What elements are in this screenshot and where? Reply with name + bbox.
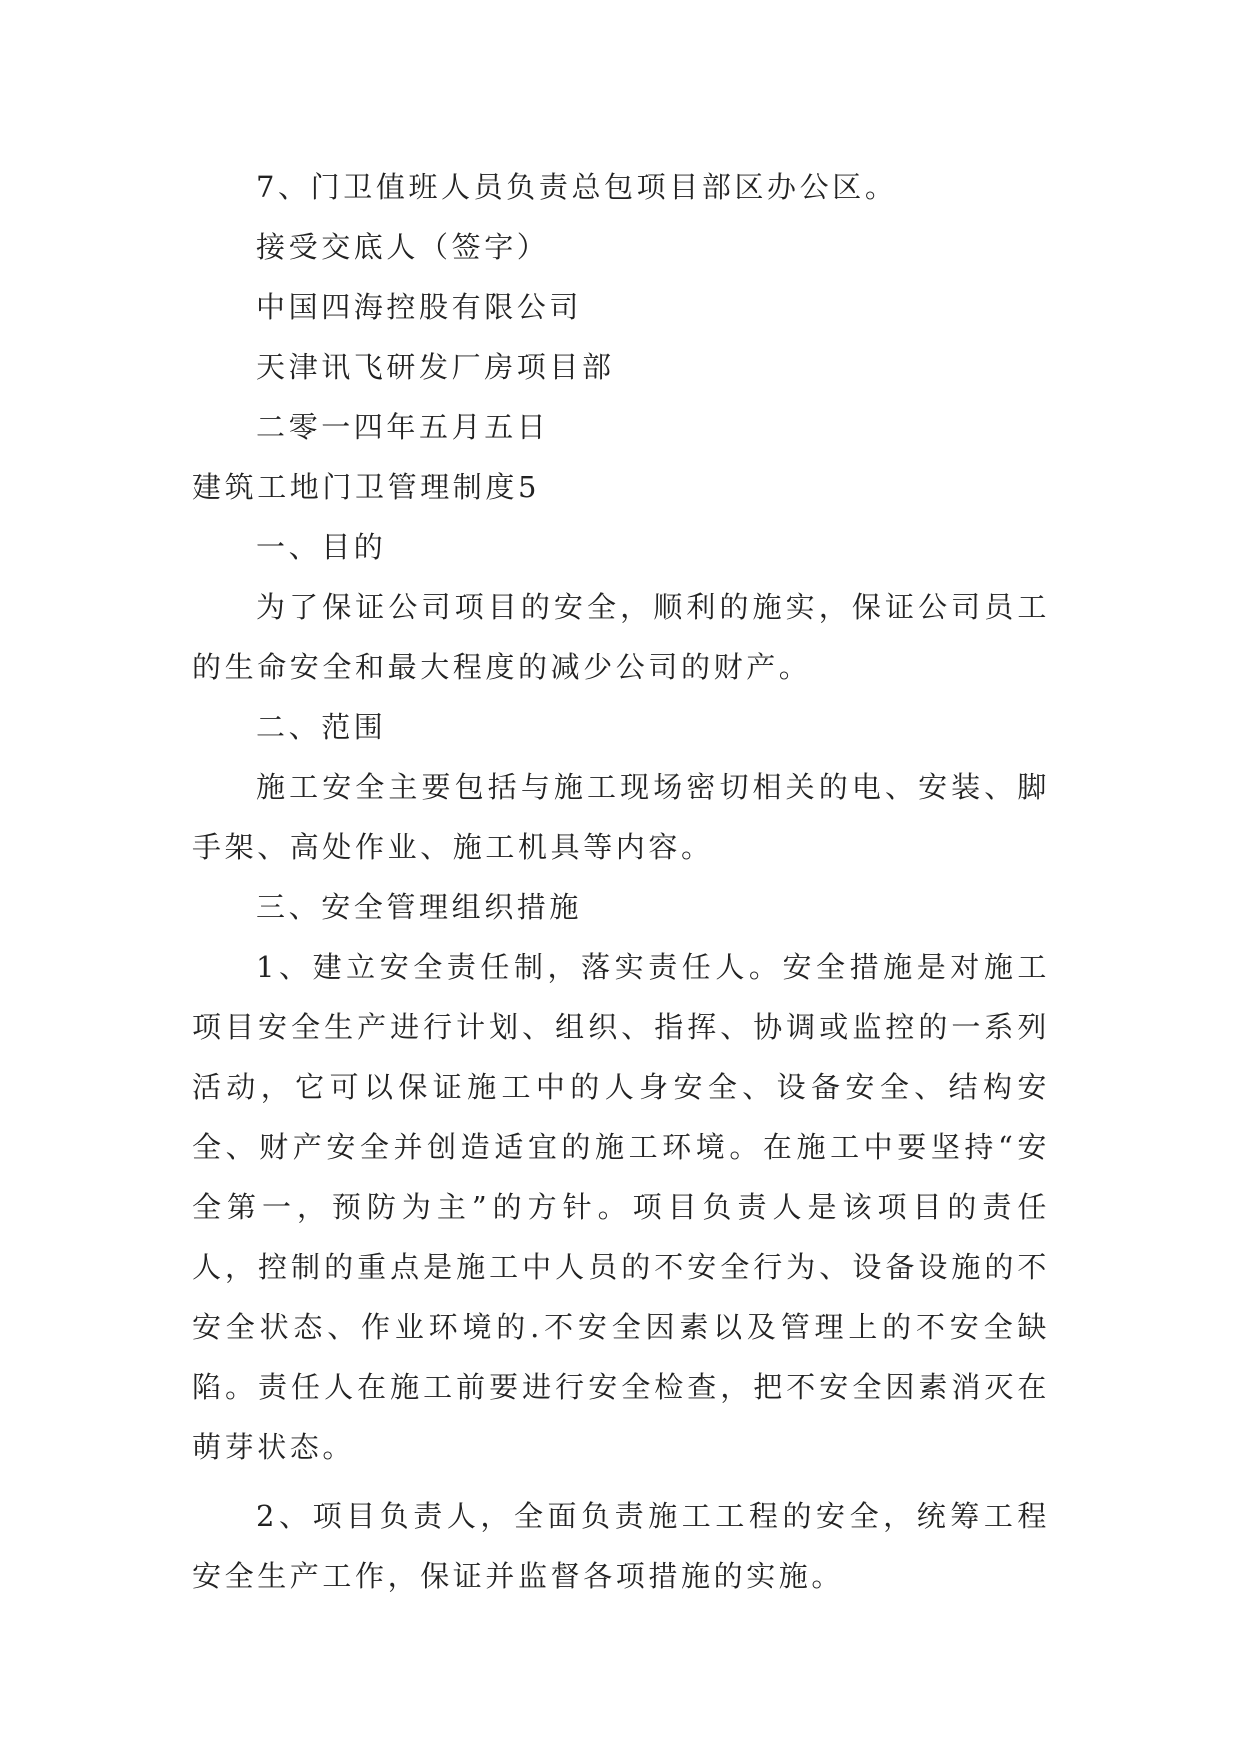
heading-safety-measures: 三、安全管理组织措施 — [256, 890, 583, 924]
heading-purpose: 一、目的 — [256, 530, 387, 564]
heading-scope: 二、范围 — [256, 710, 387, 744]
text-line-company-name: 中国四海控股有限公司 — [256, 290, 583, 324]
paragraph-scope: 施工安全主要包括与施工现场密切相关的电、安装、脚手架、高处作业、施工机具等内容。 — [192, 770, 1050, 864]
text-line-date: 二零一四年五月五日 — [256, 410, 550, 444]
paragraph-safety-responsibility: 1、建立安全责任制，落实责任人。安全措施是对施工项目安全生产进行计划、组织、指挥、协调或监控的一系列活动，它可以保证施工中的人身安全、设备安全、结构安全、财产安全并创造适宜的施工环境。在施工中要坚持“安全第一，预防为主”的方针。项目负责人是该项目的责任人，控制的重点是施工中人员的不安全行为、设备设施的不安全状态、作业环境的.不安全因素以及管理上的不安全缺陷。责任人在施工前要进行安全检查，把不安全因素消灭在萌芽状态。 — [192, 950, 1050, 1464]
paragraph-project-leader: 2、项目负责人，全面负责施工工程的安全，统筹工程安全生产工作，保证并监督各项措施的实施。 — [192, 1499, 1050, 1593]
text-line-recipient-signature: 接受交底人（签字） — [256, 230, 550, 264]
text-line-project-department: 天津讯飞研发厂房项目部 — [256, 350, 615, 384]
section-title: 建筑工地门卫管理制度5 — [192, 470, 541, 504]
paragraph-purpose: 为了保证公司项目的安全，顺利的施实，保证公司员工的生命安全和最大程度的减少公司的财产。 — [192, 590, 1050, 684]
text-line-gatekeeper-duty: 7、门卫值班人员负责总包项目部区办公区。 — [256, 170, 898, 204]
document-body — [192, 157, 1050, 1606]
